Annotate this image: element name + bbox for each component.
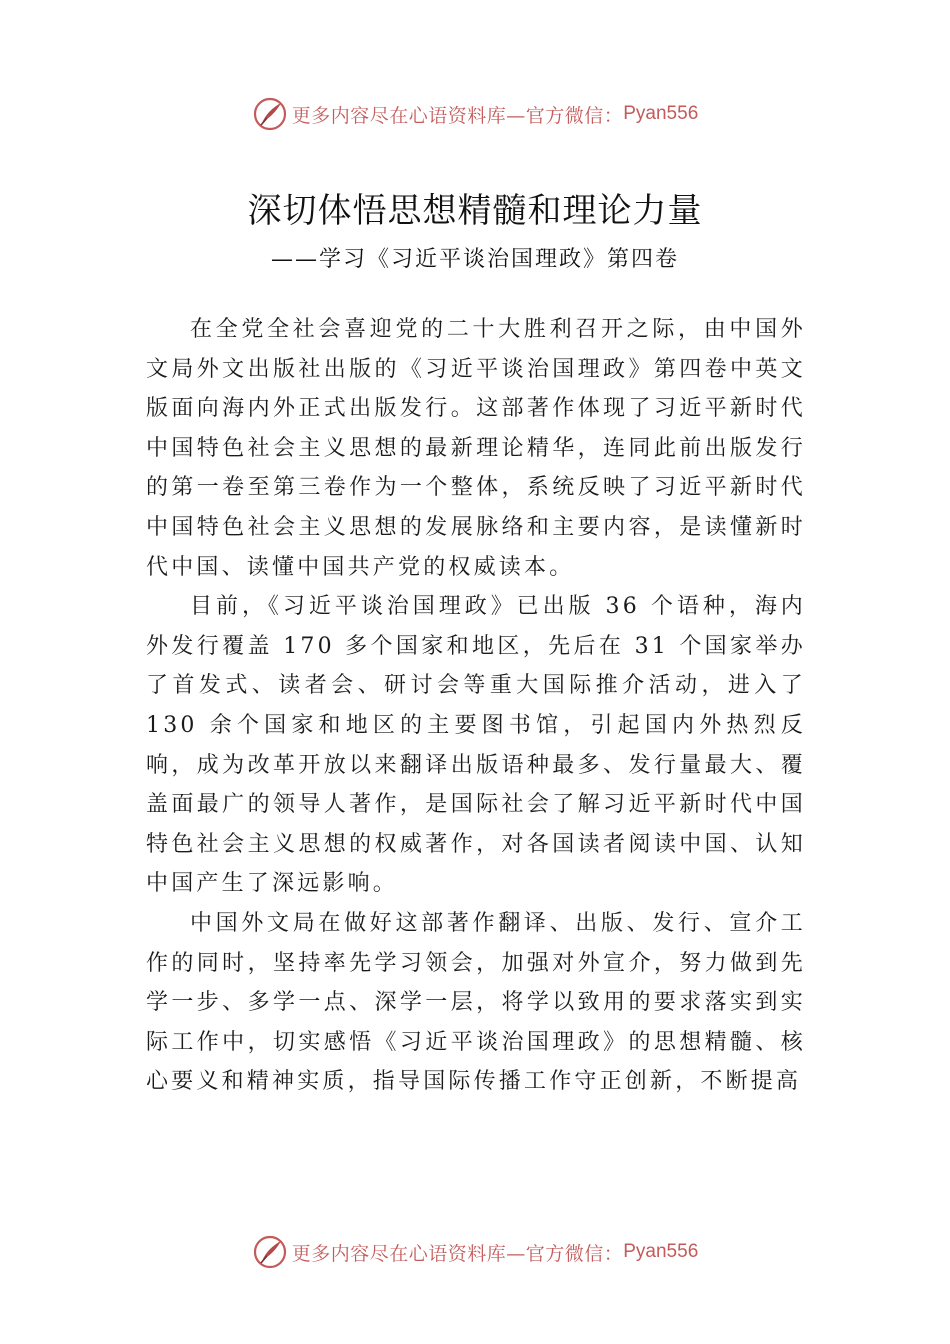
document-title: 深切体悟思想精髓和理论力量 [247, 191, 703, 231]
paragraph: 在全党全社会喜迎党的二十大胜利召开之际，由中国外文局外文出版社出版的《习近平谈治国理政》第四卷中英文版面向海内外正式出版发行。这部著作体现了习近平新时代中国特色社会主义思想的最新理论精华，连同此前出版发行的第一卷至第三卷作为一个整体，系统反映了习近平新时代中国特色社会主义思想的发展脉络和主要内容，是读懂新时代中国、读懂中国共产党的权威读本。 [146, 317, 806, 580]
quill-logo-icon [252, 96, 288, 132]
watermark-text: 更多内容尽在心语资料库—官方微信： [291, 1242, 624, 1265]
quill-logo-icon [252, 1234, 288, 1270]
watermark-wechat-id: Pyan556 [623, 1241, 699, 1262]
watermark-text: 更多内容尽在心语资料库—官方微信： [291, 104, 624, 127]
document-body [146, 310, 806, 1102]
document-subtitle: ——学习《习近平谈治国理政》第四卷 [270, 247, 679, 272]
paragraph: 中国外文局在做好这部著作翻译、出版、发行、宣介工作的同时，坚持率先学习领会，加强对外宣介，努力做到先学一步、多学一点、深学一层，将学以致用的要求落实到实际工作中，切实感悟《习近平谈治国理政》的思想精髓、核心要义和精神实质，指导国际传播工作守正创新，不断提高 [146, 910, 806, 1095]
paragraph: 目前，《习近平谈治国理政》已出版 36 个语种，海内外发行覆盖 170 多个国家和地区，先后在 31 个国家举办了首发式、读者会、研讨会等重大国际推介活动，进入了 130 余个国家和地区的主要图书馆，引起国内外热烈反响，成为改革开放以来翻译出版语种最多、发行量最大、覆盖面最广的领导人著作，是国际社会了解习近平新时代中国特色社会主义思想的权威著作，对各国读者阅读中国、认知中国产生了深远影响。 [146, 594, 806, 897]
watermark-wechat-id: Pyan556 [623, 103, 699, 124]
watermark-banner-bottom [0, 1232, 950, 1272]
watermark-banner-top [0, 94, 950, 134]
